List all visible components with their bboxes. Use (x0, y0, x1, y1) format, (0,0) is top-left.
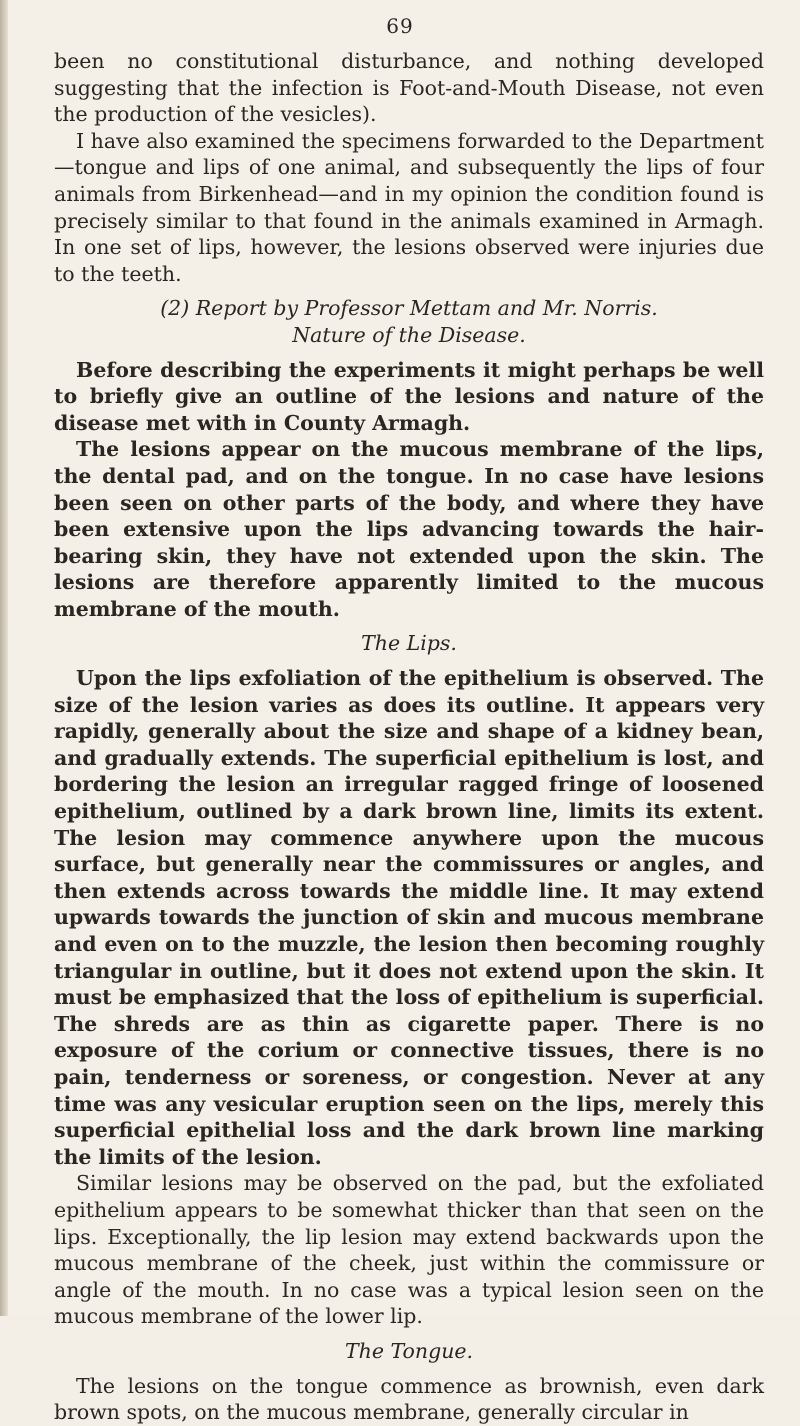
paragraph-lips-description: Upon the lips exfoliation of the epithelium is observed. The size of the lesion varies as does its outline. It appears very rapidly, generally about the size and shape of a kidney bean, and gradually extends. The superficial epithelium is lost, and bordering the lesion an irregular ragged fringe of loosened epithelium, outlined by a dark brown line, limits its extent. The lesion may commence anywhere upon the mucous surface, but generally near the commissures or angles, and then extends across towards the middle line. It may extend upwards towards the junction of skin and mucous membrane and even on to the muzzle, the lesion then becoming roughly triangular in outline, but it does not extend upon the skin. It must be emphasized that the loss of epithelium is superficial. The shreds are as thin as cigarette paper. There is no exposure of the corium or connective tissues, there is no pain, tenderness or soreness, or congestion. Never at any time was any vesicular eruption seen on the lips, merely this superficial epithelial loss and the dark brown line marking the limits of the lesion. (54, 666, 764, 1169)
subsection-heading-lips: The Lips. (361, 631, 457, 656)
section-heading-report: (2) Report by Professor Mettam and Mr. Norris. (160, 296, 658, 321)
page-body (54, 48, 764, 1426)
paragraph-tongue-description: The lesions on the tongue commence as brownish, even dark brown spots, on the mucous membrane, generally circular in (54, 1373, 764, 1425)
paragraph-continued: been no constitutional disturbance, and nothing developed suggesting that the infection is Foot-and-Mouth Disease, not even the production of the vesicles). (54, 49, 764, 127)
paragraph-intro: Before describing the experiments it might perhaps be well to briefly give an outline of the lesions and nature of the disease met with in County Armagh. (54, 357, 764, 435)
paragraph-lesion-locations: The lesions appear on the mucous membrane of the lips, the dental pad, and on the tongue. In no case have lesions been seen on other parts of the body, and where they have been extensive upon the lips advancing towards the hair-bearing skin, they have not extended upon the skin. The lesions are therefore apparently limited to the mucous membrane of the mouth. (54, 437, 764, 621)
page-number: 69 (386, 14, 414, 38)
page-binding-edge (0, 0, 8, 1316)
subsection-heading-nature: Nature of the Disease. (292, 322, 526, 347)
paragraph-department-specimens: I have also examined the specimens forwarded to the Department—tongue and lips of one animal, and subsequently the lips of four animals from Birkenhead—and in my opinion the condition found is precisely similar to that found in the animals examined in Armagh. In one set of lips, however, the lesions observed were injuries due to the teeth. (54, 128, 764, 286)
subsection-heading-tongue: The Tongue. (344, 1338, 474, 1363)
paragraph-pad-lesions: Similar lesions may be observed on the pad, but the exfoliated epithelium appears to be somewhat thicker than that seen on the lips. Exceptionally, the lip lesion may extend backwards upon the mucous membrane of the cheek, just within the commissure or angle of the mouth. In no case was a typical lesion seen on the mucous membrane of the lower lip. (54, 1171, 764, 1329)
